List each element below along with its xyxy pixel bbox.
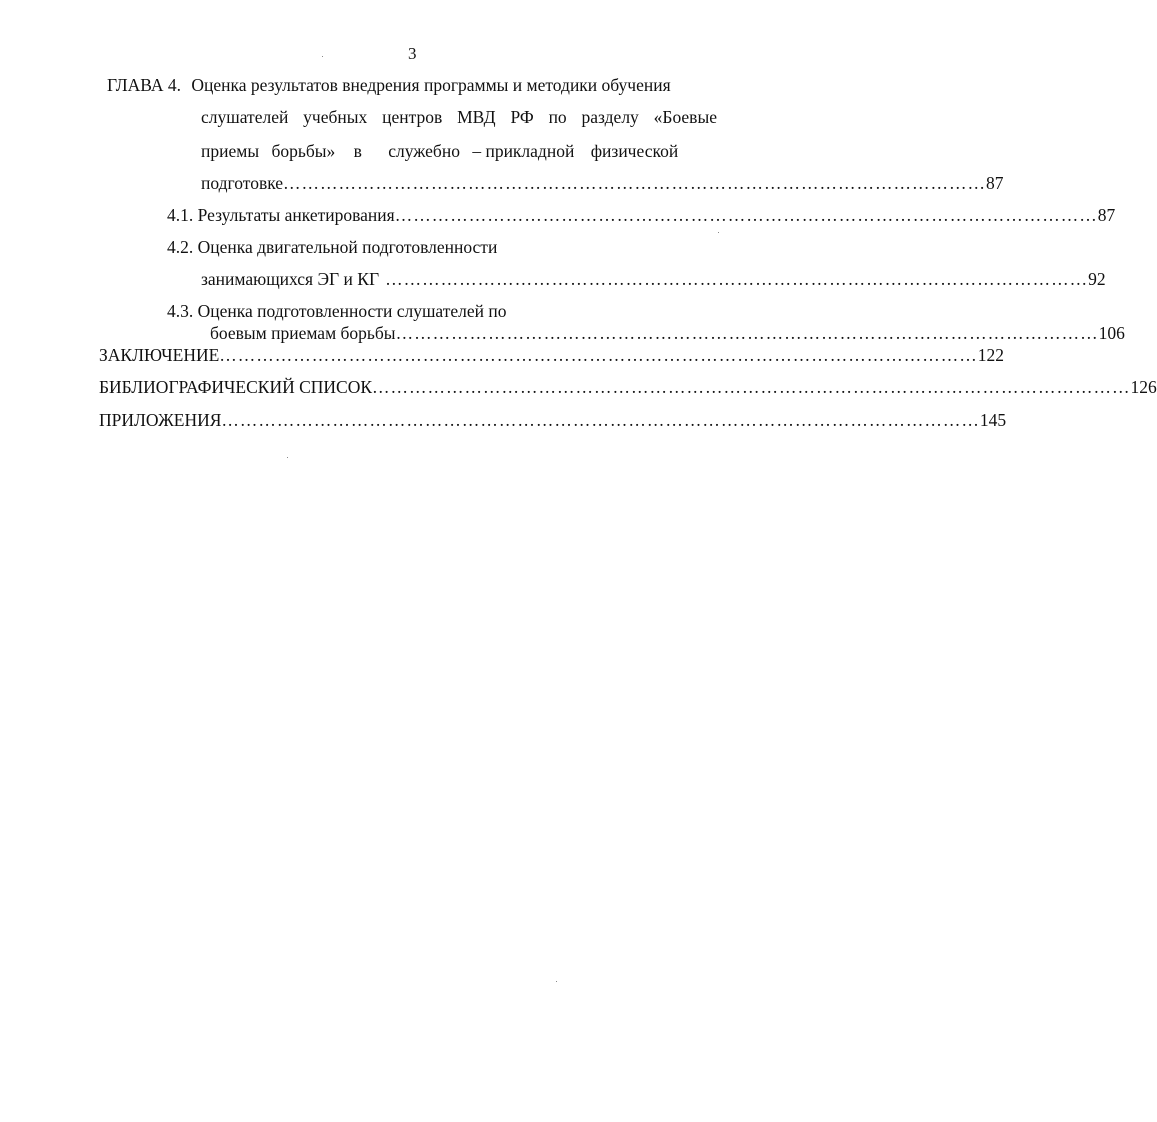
dot-leader: …………………………………………………………………………………………………………… [221,410,980,430]
chapter-title-line4: подготовке [201,173,284,193]
toc-entry-appendices[interactable] [99,409,1007,431]
word: – прикладной [472,141,575,161]
dot-leader: …………………………………………………………………………………………………… [283,173,987,193]
dot-leader: …………………………………………………………………………………………………………… [372,377,1131,397]
toc-chapter-4-line1 [107,74,671,96]
toc-entry-4-3-line1: 4.3. Оценка подготовленности слушателей по [167,301,507,321]
toc-entry-title: БИБЛИОГРАФИЧЕСКИЙ СПИСОК [99,377,373,397]
word: МВД [457,107,496,127]
scan-speck [718,232,719,233]
toc-entry-title: 4.1. Результаты анкетирования [167,205,395,225]
word: служебно [388,141,460,161]
word: центров [382,107,443,127]
page-number: 3 [408,44,417,63]
toc-page-number: 87 [986,173,1004,193]
toc-entry-4-2-line1: 4.2. Оценка двигательной подготовленности [167,237,498,257]
word: физической [590,141,679,161]
word: приемы [201,141,260,161]
dot-leader: …………………………………………………………………………………………………… [395,323,1099,343]
word: «Боевые [653,107,717,127]
word: в [353,141,362,161]
toc-entry-title: занимающихся ЭГ и КГ [201,269,380,289]
toc-chapter-4-line3 [201,140,696,162]
dot-leader: …………………………………………………………………………………………………… [385,269,1089,289]
word: учебных [303,107,368,127]
toc-entry-4-1[interactable] [167,204,1116,226]
scan-speck [556,981,557,982]
toc-chapter-4-line4[interactable] [201,172,1004,194]
toc-page-number: 106 [1098,323,1125,343]
word: борьбы» [271,141,336,161]
word: слушателей [201,107,289,127]
toc-entry-title: ЗАКЛЮЧЕНИЕ [99,345,220,365]
toc-entry-4-3-line2[interactable] [210,322,1125,344]
scan-speck [322,56,323,57]
word: разделу [581,107,639,127]
word: по [548,107,567,127]
dot-leader: …………………………………………………………………………………………………… [394,205,1098,225]
scan-speck [287,457,288,458]
chapter-label: ГЛАВА 4. [107,75,182,95]
toc-entry-title: ПРИЛОЖЕНИЯ [99,410,222,430]
toc-page-number: 145 [979,410,1007,430]
toc-entry-4-2-line2[interactable] [201,268,1106,290]
toc-page-number: 126 [1130,377,1157,397]
toc-page-number: 92 [1088,269,1106,289]
toc-page-number: 122 [977,345,1005,365]
toc-chapter-4-line2 [201,106,717,128]
toc-page-number: 87 [1097,205,1116,225]
dot-leader: …………………………………………………………………………………………………………… [219,345,978,365]
toc-entry-title: боевым приемам борьбы [210,323,396,343]
toc-entry-conclusion[interactable] [99,344,1005,366]
word: РФ [510,107,534,127]
toc-entry-bibliography[interactable] [99,376,1157,398]
chapter-title-line1: Оценка результатов внедрения программы и методики обучения [191,75,671,95]
